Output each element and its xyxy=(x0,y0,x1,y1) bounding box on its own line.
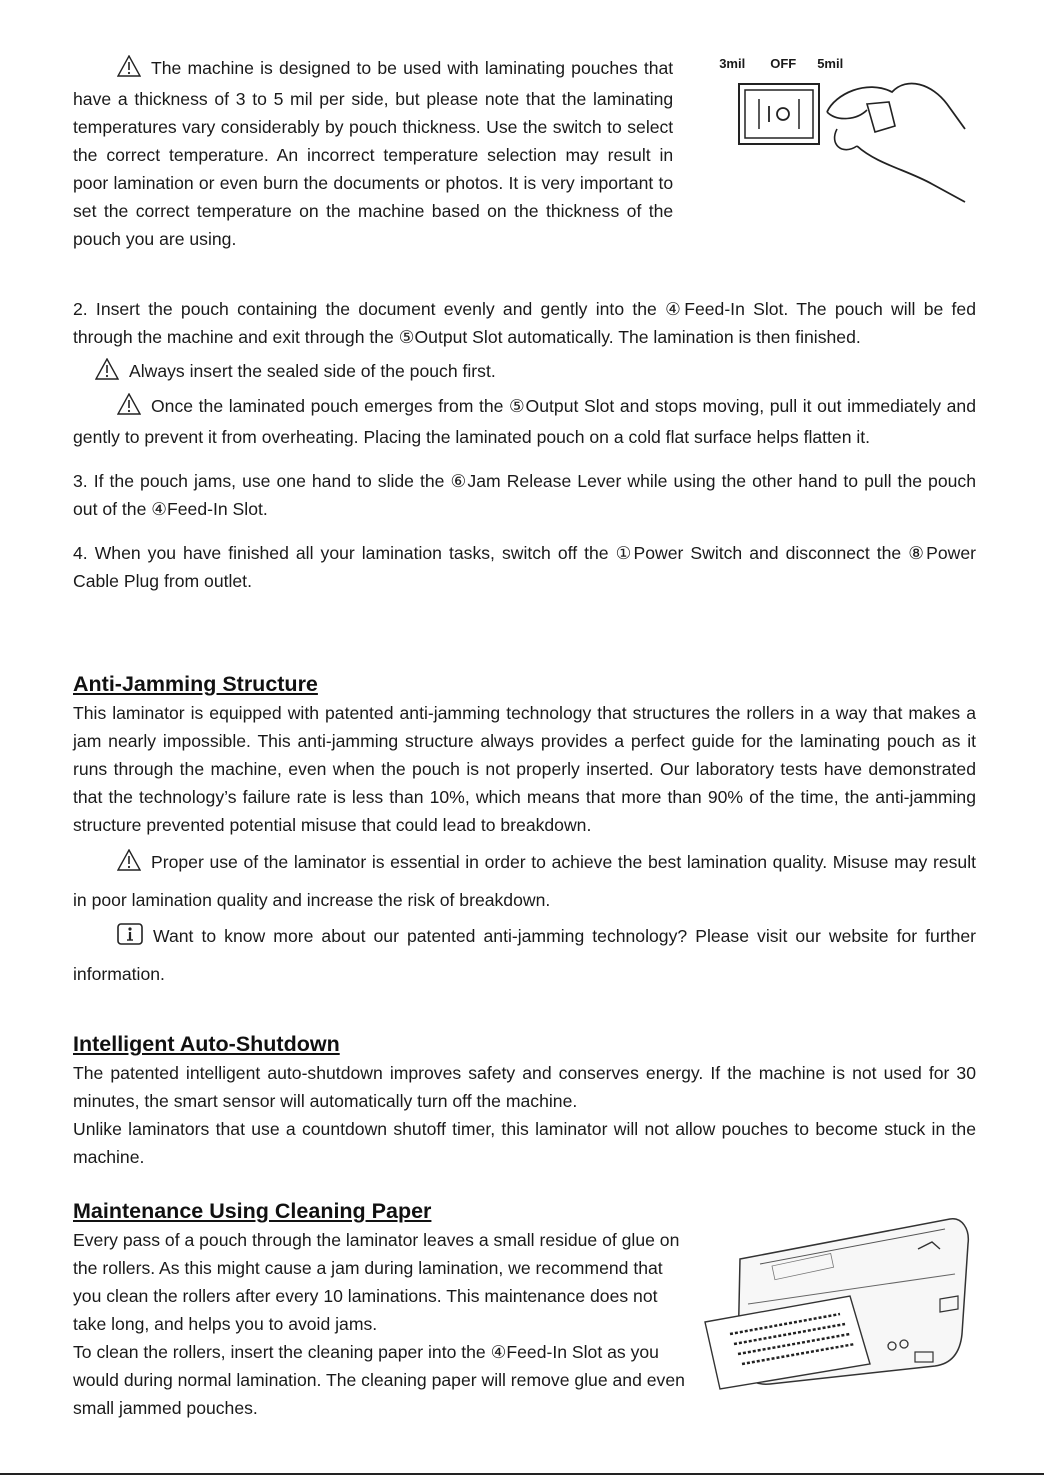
hand-switch-icon xyxy=(717,74,977,214)
warning-triangle-icon xyxy=(95,848,141,883)
anti-jamming-body: This laminator is equipped with patented anti-jamming technology that structures the rollers in a way that makes a jam nearly impossible. This anti-jamming structure always provides a perfect guide for the laminating pouch as it runs through the machine, even when the pouch is not properly inserted. Our laboratory tests have demonstrated that the technology’s failure rate is less than 10%, which means that more than 90% of the time, the anti-jamming structure prevented potential misuse that could lead to breakdown. xyxy=(73,703,976,835)
info-icon xyxy=(95,922,143,957)
switch-label-off: OFF xyxy=(770,56,797,71)
anti-jamming-info: Want to know more about our patented anti-jamming technology? Please visit our website for further information. xyxy=(73,919,976,992)
auto-shutdown-heading: Intelligent Auto-Shutdown xyxy=(73,1032,340,1056)
switch-label-3mil: 3mil xyxy=(719,56,746,71)
anti-jamming-warning: Proper use of the laminator is essential in order to achieve the best lamination quality. Misuse may result in poor lamination quality and increase the risk of breakdown. xyxy=(73,845,976,918)
auto-shutdown-body-1: The patented intelligent auto-shutdown improves safety and conserves energy. If the machine is not used for 30 minutes, the smart sensor will automatically turn off the machine. xyxy=(73,1063,976,1111)
step-2-warning-2: Once the laminated pouch emerges from the ⑤Output Slot and stops moving, pull it out immediately and gently to prevent it from overheating. Placing the laminated pouch on a cold flat surface helps flatten it. xyxy=(73,392,976,451)
switch-illustration xyxy=(717,54,976,214)
warning-triangle-icon xyxy=(95,393,141,423)
warning-triangle-icon xyxy=(95,358,119,388)
intro-note: The machine is designed to be used with laminating pouches that have a thickness of 3 to 5 mil per side, but please note that the laminating temperatures vary considerably by pouch thickness. Use the switch to select the correct temperature. An incorrect temperature selection may result in poor lamination or even burn the documents or photos. It is very important to set the correct temperature on the machine based on the thickness of the pouch you are using. xyxy=(73,54,673,253)
maintenance-body-1: Every pass of a pouch through the laminator leaves a small residue of glue on the rollers. As this might cause a jam during lamination, we recommend that you clean the rollers after every 10 laminations. This maintenance does not take long, and helps you to avoid jams. xyxy=(73,1230,680,1334)
switch-label-5mil: 5mil xyxy=(817,56,844,71)
step-2-warning-1: Always insert the sealed side of the pouch first. xyxy=(73,357,976,388)
anti-jamming-heading: Anti-Jamming Structure xyxy=(73,672,318,696)
warning-triangle-icon xyxy=(95,55,141,85)
step-3: 3. If the pouch jams, use one hand to slide the ⑥Jam Release Lever while using the other hand to pull the pouch out of the ④Feed-In Slot. xyxy=(73,471,976,519)
maintenance-body-2: To clean the rollers, insert the cleaning paper into the ④Feed-In Slot as you would during normal lamination. The cleaning paper will remove glue and even small jammed pouches. xyxy=(73,1342,685,1418)
maintenance-heading: Maintenance Using Cleaning Paper xyxy=(73,1199,432,1223)
step-4: 4. When you have finished all your lamination tasks, switch off the ①Power Switch and disconnect the ⑧Power Cable Plug from outlet. xyxy=(73,543,976,591)
laminator-illustration xyxy=(700,1204,975,1399)
step-2: 2. Insert the pouch containing the document evenly and gently into the ④Feed-In Slot. The pouch will be fed through the machine and exit through the ⑤Output Slot automatically. The lamination is then finished. xyxy=(73,299,976,347)
auto-shutdown-body-2: Unlike laminators that use a countdown shutoff timer, this laminator will not allow pouches to become stuck in the machine. xyxy=(73,1119,976,1167)
